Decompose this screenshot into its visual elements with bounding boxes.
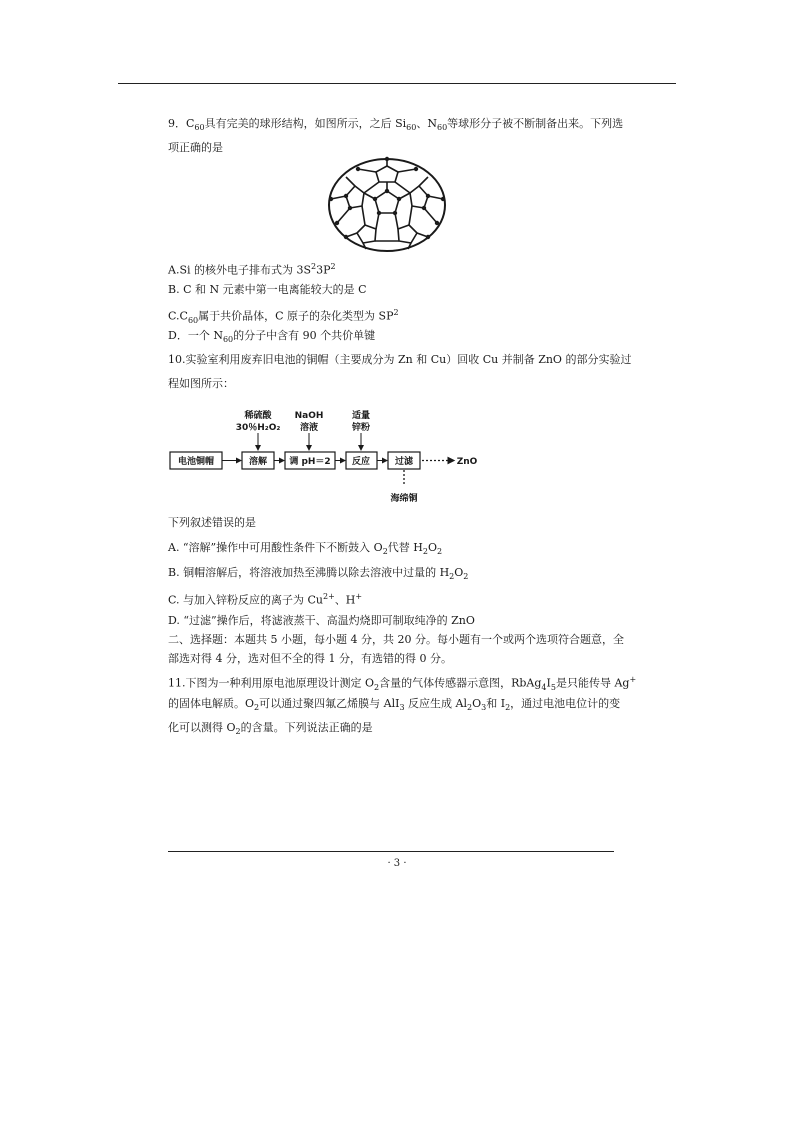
q9-stem-line2: 项正确的是	[168, 141, 223, 154]
q10-stem-line2: 程如图所示：	[168, 377, 234, 390]
flow-label-battery-cap: 电池铜帽	[177, 457, 215, 467]
flow-label-adjust-ph: 调 pH＝2	[289, 457, 331, 467]
reagent-2-line2: 溶液	[299, 423, 319, 433]
q10-prompt: 下列叙述错误的是	[168, 516, 256, 529]
q11-stem-line2: 的固体电解质。$O_2$可以通过聚四氟乙烯膜与 AlI$_3$ 反应生成 $Al_2O_3$和 $I_2$，通过电池电位计的变	[168, 697, 621, 713]
q10-option-c: C. 与加入锌粉反应的离子为 $Cu^{2+}$、H+	[168, 592, 363, 607]
section2-instructions-line1: 二、选择题：本题共 5 小题，每小题 4 分，共 20 分。每小题有一个或两个选项符合题意，全	[168, 633, 624, 646]
reagent-2-line1: NaOH	[294, 411, 324, 421]
q11-stem-line1: 11.下图为一种利用原电池原理设计测定 $O_2$含量的气体传感器示意图，$RbAg_4I_5$是只能传导 Ag+	[168, 675, 637, 692]
q10-option-d: D. “过滤”操作后，将滤液蒸干、高温灼烧即可制取纯净的 ZnO	[168, 614, 475, 627]
reagent-1-line2: 30％H₂O₂	[235, 423, 281, 433]
q9-option-b: B. C 和 N 元素中第一电离能较大的是 C	[168, 283, 367, 296]
q10-option-a: A. “溶解”操作中可用酸性条件下不断鼓入 $O_2$代替 $H_2O_2$	[168, 541, 443, 557]
page-number: · 3 ·	[387, 858, 407, 869]
fullerene-c60-diagram	[324, 155, 450, 255]
header-rule	[118, 83, 676, 84]
reagent-1-line1: 稀硫酸	[244, 411, 272, 421]
reagent-3-line2: 锌粉	[351, 423, 371, 433]
flow-diagram	[165, 405, 495, 507]
flow-label-filter: 过滤	[394, 457, 414, 467]
q9-option-c: $C.C_{60}$属于共价晶体，C 原子的杂化类型为 $SP^2$	[168, 308, 399, 325]
flow-label-dissolve: 溶解	[248, 457, 268, 467]
q10-stem-line1: 10.实验室利用废弃旧电池的铜帽（主要成分为 Zn 和 Cu）回收 Cu 并制备 ZnO 的部分实验过	[168, 353, 632, 366]
q9-option-d: D．一个 $N_{60}$的分子中含有 90 个共价单键	[168, 329, 376, 345]
q10-option-b: B. 铜帽溶解后，将溶液加热至沸腾以除去溶液中过量的 $H_2O_2$	[168, 566, 469, 582]
flow-label-sponge-copper: 海绵铜	[390, 494, 418, 504]
q9-stem-line1: 9．$C_{60}$具有完美的球形结构，如图所示，之后 $Si_{60}$、$N_{60}$等球形分子被不断制备出来。下列选	[168, 117, 624, 133]
footer-rule	[168, 851, 614, 852]
flow-label-zno: ZnO	[456, 457, 478, 467]
section2-instructions-line2: 部选对得 4 分，选对但不全的得 1 分，有选错的得 0 分。	[168, 652, 452, 665]
flow-label-react: 反应	[351, 457, 371, 467]
reagent-3-line1: 适量	[351, 411, 371, 421]
q9-option-a: A.Si 的核外电子排布式为 $3S^23P^2$	[168, 262, 336, 277]
q11-stem-line3: 化可以测得 $O_2$的含量。下列说法正确的是	[168, 721, 373, 737]
